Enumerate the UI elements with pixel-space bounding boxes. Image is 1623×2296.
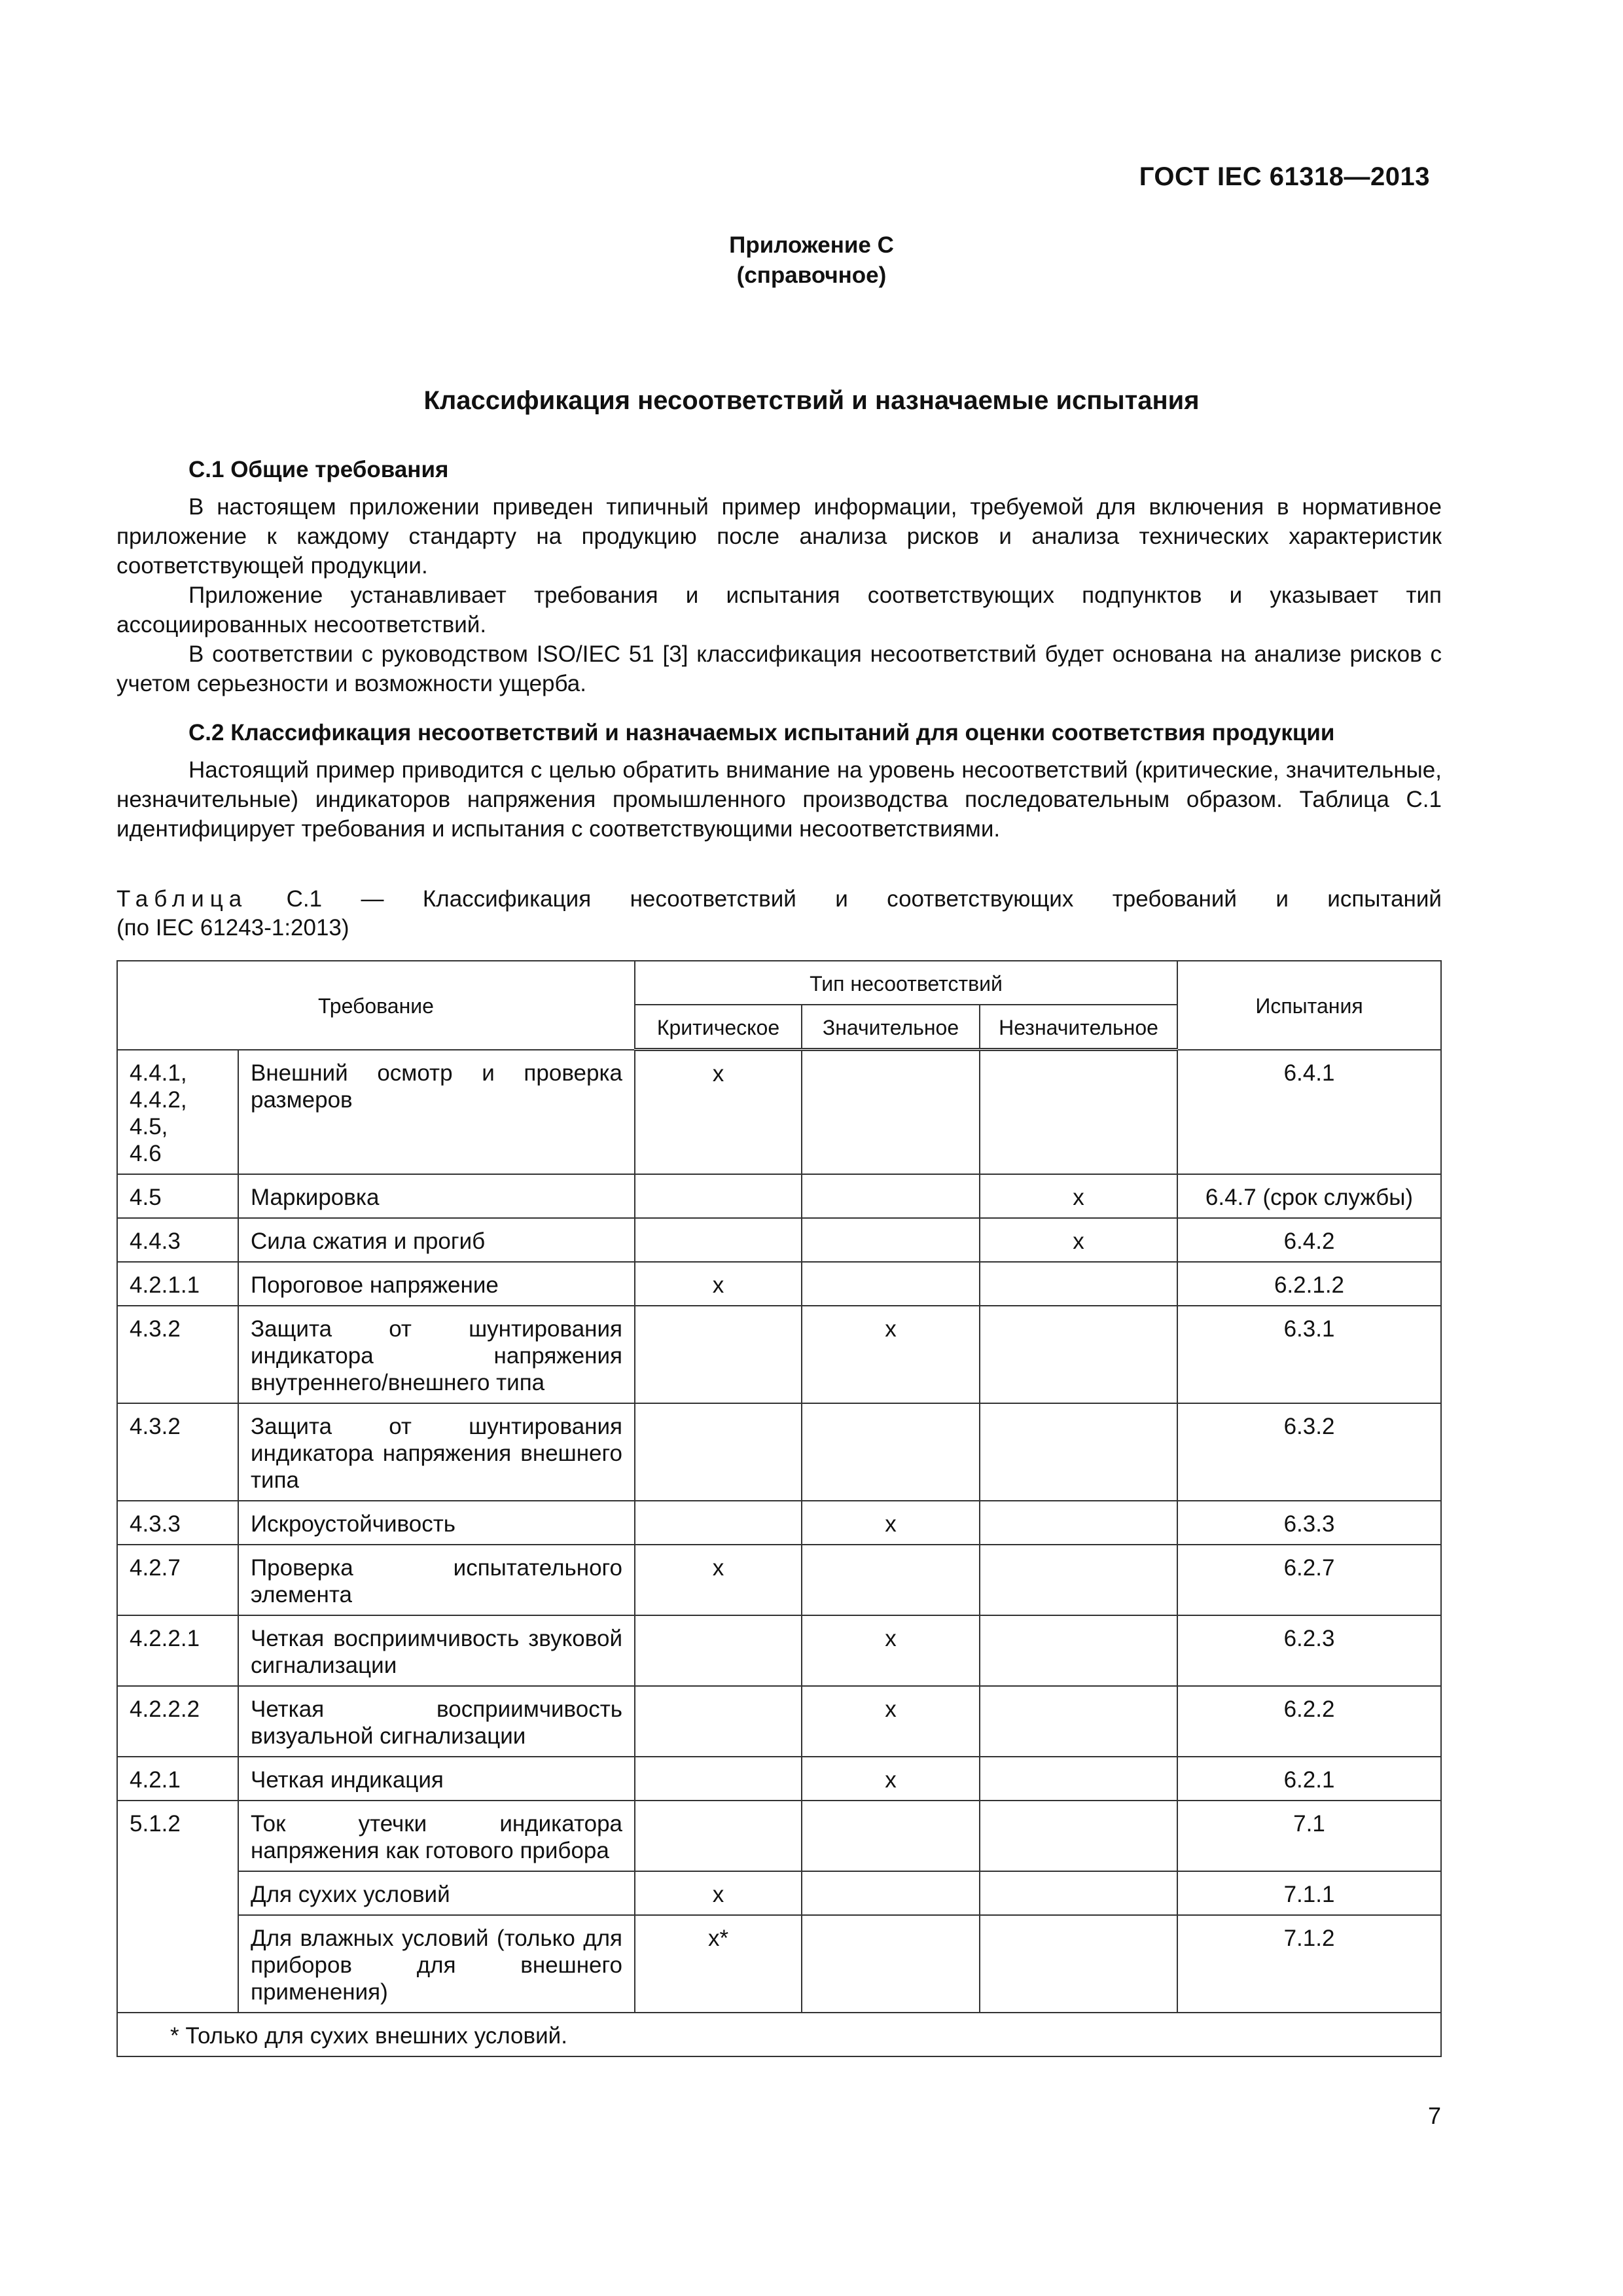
table-row (117, 1757, 1441, 1801)
appendix-type: (справочное) (736, 262, 887, 288)
cell-clause (117, 1915, 238, 2013)
table-row (117, 1501, 1441, 1545)
cell-critical: х (635, 1050, 802, 1174)
cell-clause (117, 1871, 238, 1915)
cell-minor (980, 1871, 1177, 1915)
appendix-heading (0, 230, 1623, 291)
cell-requirement: Четкая восприимчивость визуальной сигнализации (238, 1686, 635, 1757)
cell-requirement: Четкая индикация (238, 1757, 635, 1801)
section-heading: С.1 Общие требования (188, 457, 449, 482)
cell-significant (802, 1050, 980, 1174)
cell-requirement: Ток утечки индикатора напряжения как готового прибора (238, 1801, 635, 1871)
cell-critical: х* (635, 1915, 802, 2013)
cell-test: 6.2.3 (1177, 1615, 1441, 1686)
table-row (117, 1403, 1441, 1501)
table-caption-text: С.1 — Классификация несоответствий и соответствующих требований и испытаний (286, 886, 1442, 912)
appendix-title: Приложение С (729, 232, 894, 258)
cell-clause: 4.4.3 (117, 1218, 238, 1262)
cell-significant: х (802, 1615, 980, 1686)
cell-requirement: Маркировка (238, 1174, 635, 1218)
paragraph: В соответствии с руководством ISO/IEC 51 [3] классификация несоответствий будет основана на анализе рисков с учетом серьезности и возможности ущерба. (116, 641, 1442, 696)
cell-test: 6.2.1.2 (1177, 1262, 1441, 1306)
cell-critical (635, 1403, 802, 1501)
cell-minor (980, 1501, 1177, 1545)
cell-significant (802, 1174, 980, 1218)
cell-minor (980, 1686, 1177, 1757)
cell-critical (635, 1501, 802, 1545)
cell-clause: 4.4.1, 4.4.2, 4.5, 4.6 (117, 1050, 238, 1174)
cell-significant: х (802, 1686, 980, 1757)
section-general (116, 455, 1442, 698)
cell-critical (635, 1306, 802, 1403)
paragraph: Приложение устанавливает требования и испытания соответствующих подпунктов и указывает тип ассоциированных несоответствий. (116, 583, 1442, 637)
page-number: 7 (1427, 2102, 1441, 2129)
table-row (117, 1262, 1441, 1306)
cell-test: 7.1 (1177, 1801, 1441, 1871)
cell-minor (980, 1050, 1177, 1174)
cell-significant: х (802, 1306, 980, 1403)
cell-minor (980, 1545, 1177, 1615)
cell-significant (802, 1871, 980, 1915)
header-critical: Критическое (635, 1005, 802, 1050)
paragraph: В настоящем приложении приведен типичный пример информации, требуемой для включения в нормативное приложение к каждому стандарту на продукцию после анализа рисков и анализа технических характеристик соответствующей продукции. (116, 494, 1442, 579)
table-row (117, 1801, 1441, 1871)
cell-requirement: Пороговое напряжение (238, 1262, 635, 1306)
paragraph: Настоящий пример приводится с целью обратить внимание на уровень несоответствий (критические, значительные, незначительные) индикаторов напряжения промышленного производства последовательным образом. Таблица С.1 идентифицирует требования и испытания с соответствующими несоответствиями. (116, 757, 1442, 842)
cell-requirement: Для сухих условий (238, 1871, 635, 1915)
table-row (117, 1545, 1441, 1615)
cell-significant (802, 1915, 980, 2013)
cell-clause: 4.2.1 (117, 1757, 238, 1801)
cell-critical (635, 1801, 802, 1871)
cell-test: 6.4.2 (1177, 1218, 1441, 1262)
standard-code: ГОСТ IEC 61318—2013 (1139, 162, 1430, 191)
table-caption (116, 885, 1442, 914)
section-classification (116, 718, 1442, 844)
cell-requirement: Искроустойчивость (238, 1501, 635, 1545)
classification-table (116, 960, 1442, 2057)
cell-minor (980, 1262, 1177, 1306)
table-row (117, 1050, 1441, 1174)
cell-clause: 4.2.7 (117, 1545, 238, 1615)
cell-test: 6.4.1 (1177, 1050, 1441, 1174)
table-row (117, 1218, 1441, 1262)
cell-significant (802, 1262, 980, 1306)
table-row (117, 1306, 1441, 1403)
cell-critical (635, 1757, 802, 1801)
cell-clause: 5.1.2 (117, 1801, 238, 1871)
cell-critical: х (635, 1871, 802, 1915)
section-heading: С.2 Классификация несоответствий и назначаемых испытаний для оценки соответствия продукции (188, 720, 1335, 745)
table-caption-label: Таблица (116, 886, 248, 912)
document-title: Классификация несоответствий и назначаемые испытания (423, 386, 1200, 415)
cell-clause: 4.5 (117, 1174, 238, 1218)
table-row (117, 1871, 1441, 1915)
cell-critical: х (635, 1545, 802, 1615)
table-row (117, 1686, 1441, 1757)
cell-test: 6.3.2 (1177, 1403, 1441, 1501)
table-row (117, 1915, 1441, 2013)
cell-minor: х (980, 1174, 1177, 1218)
table-row (117, 1174, 1441, 1218)
header-tests: Испытания (1177, 961, 1441, 1050)
cell-minor (980, 1403, 1177, 1501)
header-requirement: Требование (117, 961, 635, 1050)
cell-minor (980, 1306, 1177, 1403)
cell-significant (802, 1218, 980, 1262)
cell-clause: 4.2.2.2 (117, 1686, 238, 1757)
cell-clause: 4.3.2 (117, 1403, 238, 1501)
cell-minor (980, 1915, 1177, 2013)
cell-significant (802, 1801, 980, 1871)
cell-test: 6.3.1 (1177, 1306, 1441, 1403)
cell-clause: 4.3.2 (117, 1306, 238, 1403)
table-caption-source: (по IEC 61243-1:2013) (116, 915, 349, 941)
cell-test: 7.1.1 (1177, 1871, 1441, 1915)
cell-significant (802, 1403, 980, 1501)
cell-significant: х (802, 1757, 980, 1801)
cell-minor (980, 1615, 1177, 1686)
cell-critical (635, 1174, 802, 1218)
cell-minor (980, 1757, 1177, 1801)
cell-significant: х (802, 1501, 980, 1545)
cell-test: 6.3.3 (1177, 1501, 1441, 1545)
header-significant: Значительное (802, 1005, 980, 1050)
cell-requirement: Четкая восприимчивость звуковой сигнализации (238, 1615, 635, 1686)
cell-significant (802, 1545, 980, 1615)
cell-test: 6.2.7 (1177, 1545, 1441, 1615)
cell-requirement: Внешний осмотр и проверка размеров (238, 1050, 635, 1174)
cell-minor: х (980, 1218, 1177, 1262)
cell-requirement: Проверка испытательного элемента (238, 1545, 635, 1615)
table-footnote: * Только для сухих внешних условий. (117, 2013, 1441, 2056)
cell-critical (635, 1686, 802, 1757)
cell-requirement: Защита от шунтирования индикатора напряжения внешнего типа (238, 1403, 635, 1501)
cell-clause: 4.3.3 (117, 1501, 238, 1545)
cell-critical (635, 1218, 802, 1262)
header-nonconformity-type: Тип несоответствий (635, 961, 1177, 1005)
cell-requirement: Для влажных условий (только для приборов для внешнего применения) (238, 1915, 635, 2013)
cell-requirement: Сила сжатия и прогиб (238, 1218, 635, 1262)
cell-critical (635, 1615, 802, 1686)
cell-minor (980, 1801, 1177, 1871)
header-minor: Незначительное (980, 1005, 1177, 1050)
cell-requirement: Защита от шунтирования индикатора напряжения внутреннего/внешнего типа (238, 1306, 635, 1403)
cell-critical: х (635, 1262, 802, 1306)
cell-test: 6.4.7 (срок службы) (1177, 1174, 1441, 1218)
cell-test: 6.2.2 (1177, 1686, 1441, 1757)
cell-clause: 4.2.2.1 (117, 1615, 238, 1686)
cell-test: 7.1.2 (1177, 1915, 1441, 2013)
table-row (117, 1615, 1441, 1686)
table-footnote-row (117, 2013, 1441, 2056)
cell-clause: 4.2.1.1 (117, 1262, 238, 1306)
cell-test: 6.2.1 (1177, 1757, 1441, 1801)
